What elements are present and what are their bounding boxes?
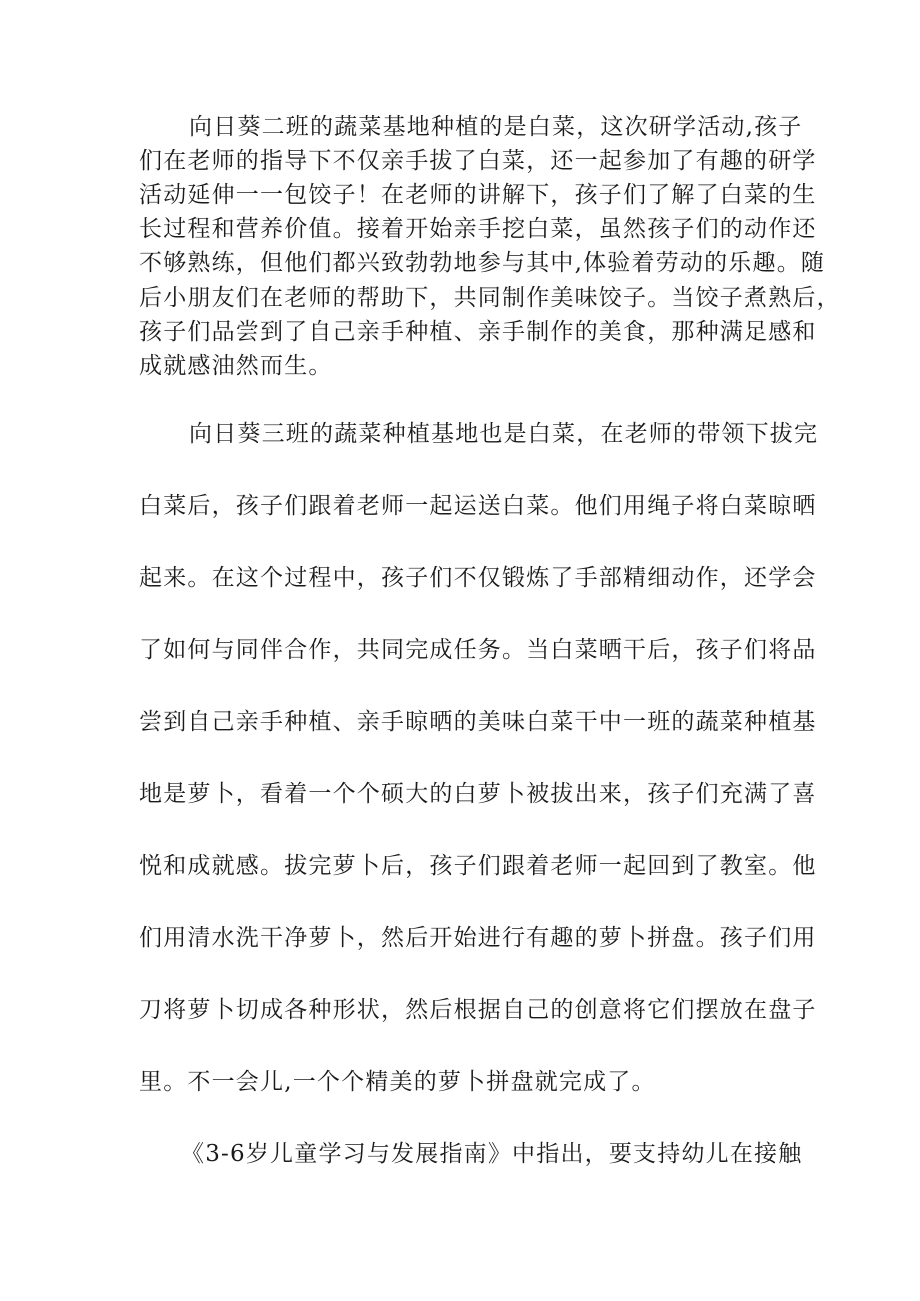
- paragraph-line: 们用清水洗干净萝卜，然后开始进行有趣的萝卜拼盘。孩子们用: [139, 925, 817, 951]
- paragraph-line: 白菜后，孩子们跟着老师一起运送白菜。他们用绳子将白菜晾晒: [139, 493, 817, 519]
- paragraph-line: 刀将萝卜切成各种形状，然后根据自己的创意将它们摆放在盘子: [139, 997, 817, 1023]
- paragraph-line: 地是萝卜，看着一个个硕大的白萝卜被拔出来，孩子们充满了喜: [139, 781, 817, 807]
- paragraph-line: 长过程和营养价值。接着开始亲手挖白菜，虽然孩子们的动作还: [139, 216, 817, 242]
- paragraph-line: 活动延伸一一包饺子！在老师的讲解下，孩子们了解了白菜的生: [139, 182, 817, 208]
- paragraph-line: 向日葵二班的蔬菜基地种植的是白菜，这次研学活动,孩子: [189, 114, 803, 140]
- paragraph-line: 孩子们品尝到了自己亲手种植、亲手制作的美食，那种满足感和: [139, 319, 817, 345]
- paragraph-line: 向日葵三班的蔬菜种植基地也是白菜，在老师的带领下拔完: [189, 421, 819, 447]
- paragraph-line: 了如何与同伴合作，共同完成任务。当白菜晒干后，孩子们将品: [139, 637, 817, 663]
- paragraph-line: 后小朋友们在老师的帮助下，共同制作美味饺子。当饺子煮熟后，: [139, 285, 841, 311]
- paragraph-line: 不够熟练，但他们都兴致勃勃地参与其中,体验着劳动的乐趣。随: [139, 250, 826, 276]
- paragraph-line: 里。不一会儿,一个个精美的萝卜拼盘就完成了。: [139, 1069, 656, 1095]
- paragraph-line: 起来。在这个过程中，孩子们不仅锻炼了手部精细动作，还学会: [139, 565, 817, 591]
- paragraph-line: 成就感油然而生。: [139, 353, 333, 379]
- paragraph-line: 尝到自己亲手种植、亲手晾晒的美味白菜干中一班的蔬菜种植基: [139, 709, 817, 735]
- paragraph-line: 们在老师的指导下不仅亲手拔了白菜，还一起参加了有趣的研学: [139, 148, 817, 174]
- paragraph-line: 《3-6岁儿童学习与发展指南》中指出，要支持幼儿在接触: [181, 1141, 803, 1167]
- paragraph-line: 悦和成就感。拔完萝卜后，孩子们跟着老师一起回到了教室。他: [139, 853, 817, 879]
